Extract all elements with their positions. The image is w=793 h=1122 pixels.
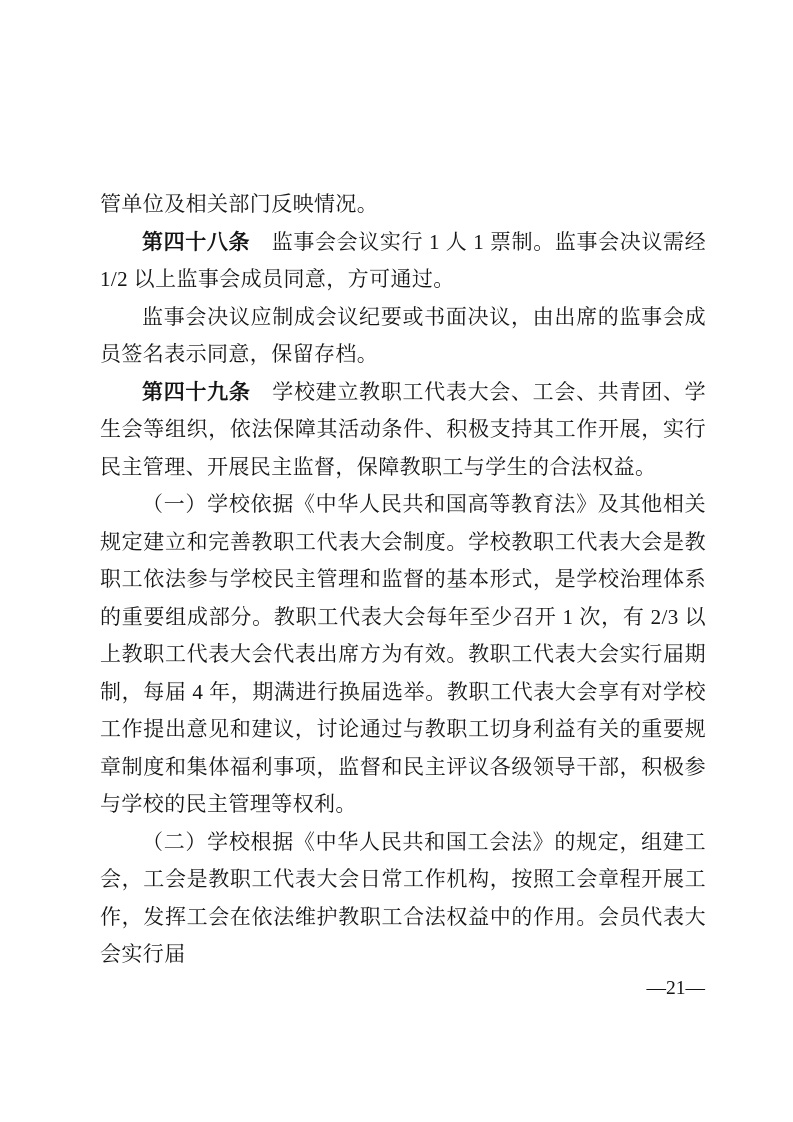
paragraph xyxy=(100,299,706,374)
article-number: 第四十九条 xyxy=(142,380,251,404)
paragraph-text: （二）学校根据《中华人民共和国工会法》的规定，组建工会，工会是教职工代表大会日常工作机构，按照工会章程开展工作，发挥工会在依法维护教职工合法权益中的作用。会员代表大会实行届 xyxy=(100,829,706,966)
paragraph-text: （一）学校依据《中华人民共和国高等教育法》及其他相关规定建立和完善教职工代表大会制度。学校教职工代表大会是教职工依法参与学校民主管理和监督的基本形式，是学校治理体系的重要组成部分。教职工代表大会每年至少召开 1 次，有 2/3 以上教职工代表大会代表出席方为有效。教职工代表大会实行届期制，每届 4 年，期满进行换届选举。教职工代表大会享有对学校工作提出意见和建议，讨论通过与教职工切身利益有关的重要规章制度和集体福利事项，监督和民主评议各级领导干部，积极参与学校的民主管理等权利。 xyxy=(100,492,706,816)
paragraph xyxy=(100,224,706,299)
paragraph-text: 监事会会议实行 1 人 1 票制。监事会决议需经 1/2 以上监事会成员同意，方可通过。 xyxy=(100,229,707,291)
document-body xyxy=(100,186,706,974)
paragraph xyxy=(100,186,706,224)
paragraph-text: 管单位及相关部门反映情况。 xyxy=(100,192,379,216)
paragraph-text: 监事会决议应制成会议纪要或书面决议，由出席的监事会成员签名表示同意，保留存档。 xyxy=(100,304,706,366)
page-number: —21— xyxy=(646,978,705,999)
paragraph-text: 学校建立教职工代表大会、工会、共青团、学生会等组织，依法保障其活动条件、积极支持其工作开展，实行民主管理、开展民主监督，保障教职工与学生的合法权益。 xyxy=(100,379,707,479)
paragraph xyxy=(100,374,706,487)
paragraph xyxy=(100,824,706,974)
article-number: 第四十八条 xyxy=(142,230,251,254)
paragraph xyxy=(100,486,706,824)
